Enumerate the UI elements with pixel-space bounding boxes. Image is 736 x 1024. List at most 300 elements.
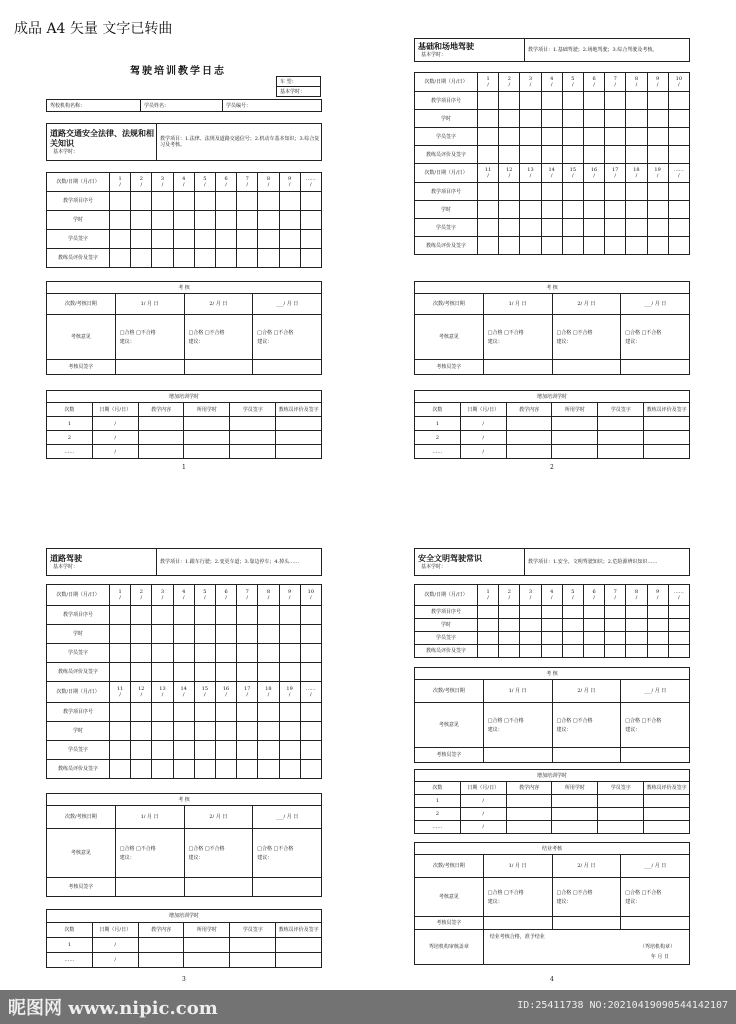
advice-label: 建议： xyxy=(556,726,572,733)
exam-col-label: 次数/考核日期 xyxy=(415,680,484,703)
exam-date: 2/ 月 日 xyxy=(552,680,621,703)
exam-signer-label: 考核员签字 xyxy=(415,917,484,930)
grid-num: 16 / xyxy=(583,164,604,183)
section-title: 安全文明驾驶常识 xyxy=(418,553,482,564)
grid-num-slash: / xyxy=(550,173,553,179)
grid-num: …… / xyxy=(668,585,689,606)
grid-num: 12 / xyxy=(131,682,152,703)
grid-num: 7 / xyxy=(237,585,258,606)
exam-date: ___/ 月 日 xyxy=(621,855,690,878)
grid-num-slash: / xyxy=(204,692,206,698)
grid-num: 2 / xyxy=(499,585,520,606)
advice-label: 建议： xyxy=(556,338,572,345)
info-row xyxy=(46,99,322,112)
watermark-logo: 昵图网 www.nipic.com xyxy=(8,998,218,1019)
grid-row-label: 教练员评价及签字 xyxy=(415,146,478,164)
slash: / xyxy=(92,953,138,968)
grid-row-label: 学员签字 xyxy=(415,128,478,146)
grid-num: 9 / xyxy=(647,585,668,606)
exam-date: ___/ 月 日 xyxy=(253,294,322,315)
fail-checkbox[interactable]: □不合格 xyxy=(641,717,662,724)
grid-row-label: 教学项目序号 xyxy=(415,183,478,201)
final-title: 结业考核 xyxy=(415,843,690,855)
pass-checkbox[interactable]: □合格 xyxy=(625,329,640,336)
grid-num: 6 / xyxy=(215,173,236,192)
grid-num-slash: / xyxy=(635,173,638,179)
extra-header: 次数 xyxy=(415,403,461,417)
grid-row-label: 教学项目序号 xyxy=(415,606,478,619)
extra-header: 所用学时 xyxy=(184,403,230,417)
grid-num: 10 / xyxy=(668,73,689,92)
exam-signer-label: 考核员签字 xyxy=(47,360,116,375)
grid-num: 8 / xyxy=(258,585,279,606)
grid-num-slash: / xyxy=(182,692,185,698)
grid-num-slash: / xyxy=(225,595,227,601)
section-items: 教学项目：1.跟车行驶；2.变更车道；3.靠边停车；4.掉头…… xyxy=(157,549,322,576)
grid-num: 2 / xyxy=(131,173,152,192)
exam-date: 1/ 月 日 xyxy=(483,855,552,878)
final-result-text: 结业考核合格，准予结业 xyxy=(489,934,545,940)
grid-num-slash: / xyxy=(310,182,312,188)
grid-num-slash: / xyxy=(529,173,532,179)
fail-checkbox[interactable]: □不合格 xyxy=(504,329,524,336)
fail-checkbox[interactable]: □不合格 xyxy=(273,845,294,852)
advice-label: 建议： xyxy=(556,898,572,905)
grid-num: 17 / xyxy=(237,682,258,703)
grid-num: 2 / xyxy=(131,585,152,606)
advice-label: 建议： xyxy=(119,854,135,861)
slash: / xyxy=(460,445,506,459)
fail-checkbox[interactable]: □不合格 xyxy=(204,845,225,852)
fail-checkbox[interactable]: □不合格 xyxy=(504,717,524,724)
pass-checkbox[interactable]: □合格 xyxy=(487,889,503,896)
page-number: 4 xyxy=(550,976,554,983)
grid-num: 18 / xyxy=(258,682,279,703)
grid-num-slash: / xyxy=(204,595,206,601)
section-title-cell xyxy=(47,124,157,161)
fail-checkbox[interactable]: □不合格 xyxy=(572,717,593,724)
extra-title: 增加培训学时 xyxy=(415,391,690,403)
basic-hours-label: 基本学时： xyxy=(277,87,321,97)
extra-header: 日期（月/日） xyxy=(92,923,138,938)
grid-num: 3 / xyxy=(520,585,541,606)
section-title: 基础和场地驾驶 xyxy=(418,41,474,52)
grid-num: 12 / xyxy=(499,164,520,183)
pass-checkbox[interactable]: □合格 xyxy=(625,717,640,724)
grid-num-slash: / xyxy=(267,595,270,601)
grid-num-slash: / xyxy=(140,692,143,698)
grid-num-slash: / xyxy=(246,692,249,698)
exam-table xyxy=(46,281,322,375)
section-title-cell xyxy=(415,549,525,576)
grid-num-slash: / xyxy=(487,82,489,88)
section-items: 教学项目：1.法律、法规及道路交通信号；2.机动车基本知识；3.综合复习及考核。 xyxy=(157,124,322,161)
grid-num: 1 / xyxy=(110,173,131,192)
extra-title: 增加培训学时 xyxy=(415,770,690,782)
grid-row-label: 教练员评价及签字 xyxy=(415,645,478,658)
exam-date: ___/ 月 日 xyxy=(621,680,690,703)
grid-num: 9 / xyxy=(279,585,300,606)
grid-num: 1 / xyxy=(478,73,499,92)
advice-label: 建议： xyxy=(625,338,641,345)
seal-text: （驾培机构章） xyxy=(639,944,675,950)
grid-row-label: 学员签字 xyxy=(415,632,478,645)
extra-header: 学员签字 xyxy=(230,403,276,417)
grid-num: 1 / xyxy=(478,585,499,606)
exam-table xyxy=(414,667,690,763)
final-date: 年 月 日 xyxy=(650,954,669,960)
grid-num: 7 / xyxy=(605,73,626,92)
exam-title: 考 核 xyxy=(415,668,690,680)
grid-row-label: 教学项目序号 xyxy=(47,703,110,722)
section-header xyxy=(414,38,690,62)
slash: / xyxy=(92,445,138,459)
extra-row-num: 2 xyxy=(415,808,461,821)
grid-row-label: 教练员评价及签字 xyxy=(47,663,110,682)
grid-num-slash: / xyxy=(572,82,574,88)
advice-label: 建议： xyxy=(188,338,204,345)
grid-num-slash: / xyxy=(614,82,617,88)
grid-num-slash: / xyxy=(161,595,164,601)
fail-checkbox[interactable]: □不合格 xyxy=(204,329,225,336)
section-header xyxy=(414,548,690,576)
fail-checkbox[interactable]: □不合格 xyxy=(641,329,662,336)
extra-title: 增加培训学时 xyxy=(47,910,322,923)
grid-row-label: 教学项目序号 xyxy=(415,92,478,110)
grid-num: 3 / xyxy=(152,173,173,192)
grid-num: 7 / xyxy=(605,585,626,606)
extra-row-num: 2 xyxy=(47,431,93,445)
grid-row-label: 学员签字 xyxy=(415,219,478,237)
extra-row-num: …… xyxy=(415,821,461,834)
grid-num: 1 / xyxy=(110,585,131,606)
grid-num: 2 / xyxy=(499,73,520,92)
caption: 成品 A4 矢量 文字已转曲 xyxy=(14,21,173,37)
grid-row-label: 教练员评价及签字 xyxy=(47,760,110,779)
grid-row-label: 教学项目序号 xyxy=(47,192,110,211)
doc-title: 驾驶培训教学日志 xyxy=(130,66,226,77)
grid-row-label: 学时 xyxy=(47,211,110,230)
grid-col-header: 次数/日期（月/日） xyxy=(47,585,110,606)
grid-num: 6 / xyxy=(583,585,604,606)
extra-row-num: …… xyxy=(47,445,93,459)
grid-num: 8 / xyxy=(626,73,647,92)
grid-num-slash: / xyxy=(310,692,312,698)
grid-num: 5 / xyxy=(194,173,215,192)
grid-num: 10 / xyxy=(300,585,321,606)
final-exam-table xyxy=(414,842,690,965)
extra-header: 次数 xyxy=(415,782,461,795)
extra-row-num: …… xyxy=(47,953,93,968)
school-label: 驾校机构名称： xyxy=(47,100,141,112)
exam-title: 考 核 xyxy=(415,282,690,294)
grid-num-slash: / xyxy=(182,182,185,188)
grid-num: 13 / xyxy=(520,164,541,183)
student-no-label: 学员编号： xyxy=(223,100,322,112)
grid-num-slash: / xyxy=(656,173,659,179)
extra-row-num: 1 xyxy=(415,417,461,431)
page-number: 1 xyxy=(182,464,186,471)
slash: / xyxy=(92,938,138,953)
grid-num-slash: / xyxy=(204,182,206,188)
grid-num-slash: / xyxy=(267,692,270,698)
extra-header: 教学内容 xyxy=(506,782,552,795)
extra-header: 次数 xyxy=(47,403,93,417)
slash: / xyxy=(460,808,506,821)
grid-num-slash: / xyxy=(161,692,164,698)
exam-opinion-label: 考核意见 xyxy=(415,878,484,917)
grid-num: 5 / xyxy=(562,73,583,92)
grid-num-slash: / xyxy=(119,182,121,188)
advice-label: 建议： xyxy=(487,898,503,905)
extra-header: 学员签字 xyxy=(230,923,276,938)
advice-label: 建议： xyxy=(487,338,503,345)
grid-num-slash: / xyxy=(161,182,164,188)
slash: / xyxy=(92,417,138,431)
grid-num: 19 / xyxy=(647,164,668,183)
exam-opinion-label: 考核意见 xyxy=(415,315,484,360)
grid-num-slash: / xyxy=(267,182,270,188)
grid-num-slash: / xyxy=(225,692,227,698)
grid-num-slash: / xyxy=(656,595,659,601)
lesson-grid xyxy=(414,584,690,658)
extra-table xyxy=(46,909,322,968)
extra-header: 日期（月/日） xyxy=(460,782,506,795)
lesson-grid xyxy=(414,72,690,255)
grid-row-label: 学时 xyxy=(415,201,478,219)
grid-num: 7 / xyxy=(237,173,258,192)
section-hours: 基本学时： xyxy=(421,563,447,570)
grid-num: 5 / xyxy=(194,585,215,606)
advice-label: 建议： xyxy=(625,726,641,733)
grid-num-slash: / xyxy=(529,595,532,601)
extra-table xyxy=(414,769,690,834)
exam-date: 1/ 月 日 xyxy=(115,294,184,315)
student-name-label: 学员姓名： xyxy=(141,100,223,112)
fail-checkbox[interactable]: □不合格 xyxy=(273,329,294,336)
exam-date: 2/ 月 日 xyxy=(184,294,253,315)
grid-num-slash: / xyxy=(593,173,595,179)
grid-num-slash: / xyxy=(225,182,227,188)
pass-checkbox[interactable]: □合格 xyxy=(556,717,572,724)
section-title-cell xyxy=(415,39,525,62)
fail-checkbox[interactable]: □不合格 xyxy=(136,329,156,336)
section-title-cell xyxy=(47,549,157,576)
exam-opinion-label: 考核意见 xyxy=(47,829,116,878)
grid-num-slash: / xyxy=(487,595,489,601)
exam-signer-label: 考核员签字 xyxy=(415,748,484,763)
section-header xyxy=(46,548,322,576)
extra-header: 日期（月/日） xyxy=(92,403,138,417)
extra-table xyxy=(414,390,690,459)
grid-num: 17 / xyxy=(605,164,626,183)
grid-num-slash: / xyxy=(635,595,638,601)
grid-num: 8 / xyxy=(258,173,279,192)
pass-checkbox[interactable]: □合格 xyxy=(556,329,572,336)
extra-header: 学员签字 xyxy=(598,782,644,795)
vehicle-box xyxy=(276,76,321,97)
grid-num: 4 / xyxy=(541,73,562,92)
grid-num-slash: / xyxy=(656,82,659,88)
grid-num: 6 / xyxy=(583,73,604,92)
extra-header: 学员签字 xyxy=(598,403,644,417)
grid-col-header: 次数/日期（月/日） xyxy=(47,173,110,192)
section-hours: 基本学时： xyxy=(53,148,79,155)
extra-row-num: 1 xyxy=(47,417,93,431)
exam-date: 1/ 月 日 xyxy=(115,806,184,829)
grid-num: 4 / xyxy=(173,173,194,192)
grid-num-slash: / xyxy=(593,82,595,88)
section-title: 道路交通安全法律、法规和相关知识 xyxy=(50,128,154,148)
section-hours: 基本学时： xyxy=(421,51,447,58)
grid-num-slash: / xyxy=(614,173,617,179)
exam-table xyxy=(46,793,322,897)
grid-num-slash: / xyxy=(508,173,511,179)
grid-num-slash: / xyxy=(572,595,574,601)
exam-opinion-label: 考核意见 xyxy=(415,703,484,748)
slash: / xyxy=(460,431,506,445)
grid-num: …… / xyxy=(300,173,321,192)
grid-num-slash: / xyxy=(678,173,680,179)
extra-table xyxy=(46,390,322,459)
grid-num: 19 / xyxy=(279,682,300,703)
page-number: 3 xyxy=(182,976,186,983)
grid-num: 8 / xyxy=(626,585,647,606)
grid-num-slash: / xyxy=(550,595,553,601)
advice-label: 建议： xyxy=(257,338,273,345)
grid-num-slash: / xyxy=(246,595,249,601)
fail-checkbox[interactable]: □不合格 xyxy=(572,329,593,336)
grid-row-label: 学员签字 xyxy=(47,644,110,663)
grid-row-label: 学时 xyxy=(415,619,478,632)
section-items: 教学项目：1.基础驾驶；2.场地驾驶；3.综合驾驶及考核。 xyxy=(525,39,690,62)
pass-checkbox[interactable]: □合格 xyxy=(119,845,135,852)
grid-col-header: 次数/日期（月/日） xyxy=(47,682,110,703)
pass-checkbox[interactable]: □合格 xyxy=(487,329,503,336)
exam-opinion-label: 考核意见 xyxy=(47,315,116,360)
grid-num-slash: / xyxy=(529,82,532,88)
grid-num: 4 / xyxy=(541,585,562,606)
pass-checkbox[interactable]: □合格 xyxy=(257,329,272,336)
extra-header: 教练员评价及签字 xyxy=(276,403,322,417)
pass-checkbox[interactable]: □合格 xyxy=(625,889,640,896)
slash: / xyxy=(460,821,506,834)
extra-header: 教学内容 xyxy=(506,403,552,417)
grid-num-slash: / xyxy=(182,595,185,601)
pass-checkbox[interactable]: □合格 xyxy=(188,845,204,852)
extra-header: 教练员评价及签字 xyxy=(644,782,690,795)
grid-num: 13 / xyxy=(152,682,173,703)
vehicle-label: 车 型： xyxy=(277,77,321,87)
extra-title: 增加培训学时 xyxy=(47,391,322,403)
exam-col-label: 次数/考核日期 xyxy=(47,806,116,829)
section-header xyxy=(46,123,322,161)
extra-row-num: …… xyxy=(415,445,461,459)
school-review-label: 驾培机构审核盖章 xyxy=(415,930,484,965)
pass-checkbox[interactable]: □合格 xyxy=(487,717,503,724)
exam-col-label: 次数/考核日期 xyxy=(415,855,484,878)
exam-signer-label: 考核员签字 xyxy=(47,878,116,897)
grid-num-slash: / xyxy=(678,595,680,601)
watermark-id: ID:25411738 NO:20210419090544142107 xyxy=(517,1000,728,1011)
advice-label: 建议： xyxy=(487,726,503,733)
advice-label: 建议： xyxy=(257,854,273,861)
grid-num-slash: / xyxy=(508,595,511,601)
grid-num-slash: / xyxy=(288,182,291,188)
exam-signer-label: 考核员签字 xyxy=(415,360,484,375)
fail-checkbox[interactable]: □不合格 xyxy=(641,889,662,896)
pass-checkbox[interactable]: □合格 xyxy=(257,845,272,852)
section-hours: 基本学时： xyxy=(53,563,79,570)
grid-num-slash: / xyxy=(246,182,249,188)
grid-num: 16 / xyxy=(215,682,236,703)
fail-checkbox[interactable]: □不合格 xyxy=(136,845,156,852)
fail-checkbox[interactable]: □不合格 xyxy=(572,889,593,896)
extra-header: 所用学时 xyxy=(552,403,598,417)
advice-label: 建议： xyxy=(119,338,135,345)
exam-col-label: 次数/考核日期 xyxy=(47,294,116,315)
grid-num-slash: / xyxy=(140,182,143,188)
pass-checkbox[interactable]: □合格 xyxy=(188,329,204,336)
exam-title: 考 核 xyxy=(47,282,322,294)
grid-num: 14 / xyxy=(173,682,194,703)
exam-col-label: 次数/考核日期 xyxy=(415,294,484,315)
grid-row-label: 学员签字 xyxy=(47,230,110,249)
slash: / xyxy=(92,431,138,445)
grid-row-label: 教学项目序号 xyxy=(47,606,110,625)
grid-num: 3 / xyxy=(520,73,541,92)
advice-label: 建议： xyxy=(188,854,204,861)
fail-checkbox[interactable]: □不合格 xyxy=(504,889,524,896)
extra-header: 教练员评价及签字 xyxy=(276,923,322,938)
grid-num: 4 / xyxy=(173,585,194,606)
grid-row-label: 教练员评价及签字 xyxy=(47,249,110,268)
grid-num: 9 / xyxy=(279,173,300,192)
grid-num-slash: / xyxy=(119,595,121,601)
exam-title: 考 核 xyxy=(47,794,322,806)
grid-col-header: 次数/日期（月/日） xyxy=(415,73,478,92)
exam-date: 2/ 月 日 xyxy=(552,294,621,315)
grid-col-header: 次数/日期（月/日） xyxy=(415,585,478,606)
grid-num: 18 / xyxy=(626,164,647,183)
extra-header: 教学内容 xyxy=(138,923,184,938)
exam-date: 2/ 月 日 xyxy=(184,806,253,829)
extra-row-num: 1 xyxy=(47,938,93,953)
grid-col-header: 次数/日期（月/日） xyxy=(415,164,478,183)
section-title: 道路驾驶 xyxy=(50,553,82,564)
grid-num: 5 / xyxy=(562,585,583,606)
exam-date: 2/ 月 日 xyxy=(552,855,621,878)
grid-num: 9 / xyxy=(647,73,668,92)
grid-num-slash: / xyxy=(550,82,553,88)
grid-num-slash: / xyxy=(310,595,312,601)
grid-num-slash: / xyxy=(288,692,291,698)
lesson-grid xyxy=(46,584,322,779)
pass-checkbox[interactable]: □合格 xyxy=(556,889,572,896)
extra-row-num: 2 xyxy=(415,431,461,445)
grid-num: 3 / xyxy=(152,585,173,606)
pass-checkbox[interactable]: □合格 xyxy=(119,329,135,336)
grid-num: …… / xyxy=(300,682,321,703)
grid-num: 11 / xyxy=(478,164,499,183)
grid-num-slash: / xyxy=(678,82,680,88)
grid-row-label: 教练员评价及签字 xyxy=(415,237,478,255)
grid-row-label: 学时 xyxy=(47,722,110,741)
extra-header: 所用学时 xyxy=(184,923,230,938)
exam-date: ___/ 月 日 xyxy=(253,806,322,829)
extra-row-num: 1 xyxy=(415,795,461,808)
grid-num: 15 / xyxy=(562,164,583,183)
